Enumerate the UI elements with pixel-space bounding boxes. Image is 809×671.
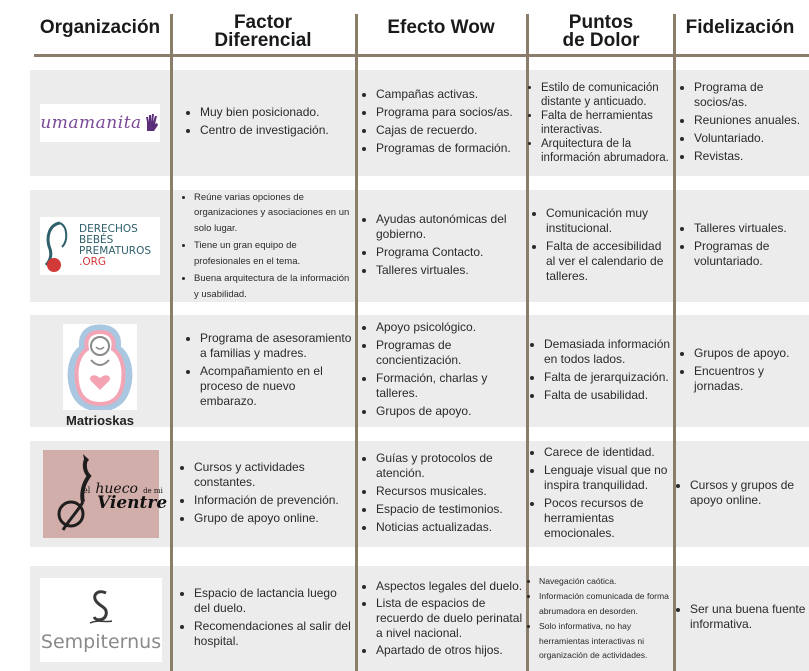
row3-factor — [184, 315, 352, 427]
list-item: • Grupos de apoyo. — [376, 404, 524, 419]
list-item: • Información de prevención. — [194, 493, 352, 508]
list-item: • Guías y protocolos de atención. — [376, 451, 524, 481]
list-item: • Navegación caótica. — [539, 574, 674, 589]
list-item: • Falta de accesibilidad al ver el calendario de talleres. — [546, 239, 674, 284]
s-swirl-icon — [86, 587, 116, 627]
list-item: • Programa para socios/as. — [376, 105, 524, 120]
header-factor-line2: Diferencial — [214, 30, 312, 51]
list-item: • Centro de investigación. — [200, 123, 352, 138]
row2-fid — [678, 190, 809, 302]
list-item: • Solo informativa, no hay herramientas interactivas ni organización de actividades. — [539, 619, 674, 663]
list-item: • Reúne varias opciones de organizaciones y asociaciones en un solo lugar. — [194, 190, 354, 237]
list-item: • Grupo de apoyo online. — [194, 511, 352, 526]
umamanita-wordmark: umamanita — [40, 113, 142, 133]
list-item: • Demasiada información en todos lados. — [544, 337, 674, 367]
list-item: • Cursos y grupos de apoyo online. — [690, 478, 809, 508]
list-item: • Recursos musicales. — [376, 484, 524, 499]
dbp-line1: DERECHOS — [79, 223, 138, 235]
sempiternus-wordmark: Sempiternus — [40, 631, 162, 653]
row1-factor — [184, 70, 352, 176]
umamanita-logo — [40, 104, 160, 142]
list-item: • Muy bien posicionado. — [200, 105, 352, 120]
row3-fid — [678, 315, 809, 427]
list-item: • Programa de socios/as. — [694, 80, 809, 110]
sempiternus-logo — [40, 578, 162, 662]
list-item: • Falta de usabilidad. — [544, 388, 674, 403]
hueco-de-mi: de mi — [143, 487, 163, 495]
row1-dolor — [528, 70, 674, 176]
header-divider — [34, 54, 809, 57]
column-divider-1 — [170, 14, 173, 671]
list-item: • Tiene un gran equipo de profesionales en el tema. — [194, 238, 354, 269]
list-item: • Estilo de comunicación distante y anticuado. — [541, 81, 674, 109]
list-item: • Reuniones anuales. — [694, 113, 809, 128]
row5-dolor — [528, 566, 674, 671]
hueco-word: hueco — [95, 481, 138, 497]
header-puntos-dolor — [529, 4, 673, 60]
list-item: • Recomendaciones al salir del hospital. — [194, 619, 356, 649]
list-item: • Encuentros y jornadas. — [694, 364, 809, 394]
row5-fid — [676, 566, 809, 671]
row2-dolor — [530, 190, 674, 302]
row3-dolor — [528, 315, 674, 427]
list-item: • Buena arquitectura de la información y usabilidad. — [194, 271, 354, 302]
header-factor-line1: Factor — [233, 12, 293, 33]
header-org-label: Organización — [39, 17, 161, 38]
list-item: • Lenguaje visual que no inspira tranquilidad. — [544, 463, 674, 493]
dbp-line3: PREMATUROS — [79, 245, 152, 257]
header-dolor-line1: Puntos — [568, 12, 634, 33]
list-item: • Programas de voluntariado. — [694, 239, 809, 269]
header-factor-diferencial — [174, 4, 352, 60]
list-item: • Campañas activas. — [376, 87, 524, 102]
list-item: • Apoyo psicológico. — [376, 320, 524, 335]
list-item: • Talleres virtuales. — [694, 221, 809, 236]
list-item: • Espacio de lactancia luego del duelo. — [194, 586, 356, 616]
dbp-line4: .ORG — [79, 256, 107, 268]
list-item: • Falta de herramientas interactivas. — [541, 109, 674, 137]
matrioskas-caption: Matrioskas — [66, 413, 134, 428]
row5-factor — [180, 566, 356, 671]
list-item: • Arquitectura de la información abrumadora. — [541, 137, 674, 165]
hand-icon — [144, 113, 160, 133]
hueco-vientre: Vientre — [97, 493, 168, 513]
row4-wow — [360, 441, 524, 547]
list-item: • Programas de concientización. — [376, 338, 524, 368]
list-item: • Falta de jerarquización. — [544, 370, 674, 385]
list-item: • Programa de asesoramiento a familias y madres. — [200, 331, 352, 361]
header-organizacion — [30, 0, 170, 56]
row4-fid — [676, 441, 809, 547]
row5-wow — [360, 566, 524, 671]
list-item: • Pocos recursos de herramientas emocionales. — [544, 496, 674, 541]
row2-factor — [180, 188, 354, 304]
list-item: • Cursos y actividades constantes. — [194, 460, 352, 490]
header-wow-label: Efecto Wow — [387, 17, 495, 38]
row1-fid — [678, 70, 809, 176]
list-item: • Programa Contacto. — [376, 245, 524, 260]
list-item: • Carece de identidad. — [544, 445, 674, 460]
row4-factor — [180, 441, 352, 547]
list-item: • Ayudas autonómicas del gobierno. — [376, 212, 524, 242]
list-item: • Ser una buena fuente informativa. — [690, 602, 809, 632]
dbp-line2: BEBÉS — [79, 234, 114, 246]
matrioska-doll-icon — [63, 324, 137, 410]
list-item: • Apartado de otros hijos. — [376, 643, 524, 658]
list-item: • Cajas de recuerdo. — [376, 123, 524, 138]
list-item: • Comunicación muy institucional. — [546, 206, 674, 236]
list-item: • Noticias actualizadas. — [376, 520, 524, 535]
list-item: • Aspectos legales del duelo. — [376, 579, 524, 594]
list-item: • Voluntariado. — [694, 131, 809, 146]
list-item: • Acompañamiento en el proceso de nuevo embarazo. — [200, 364, 352, 409]
matrioskas-logo — [63, 324, 137, 410]
header-dolor-line2: de Dolor — [562, 30, 640, 51]
list-item: • Programas de formación. — [376, 141, 524, 156]
list-item: • Revistas. — [694, 149, 809, 164]
list-item: • Información comunicada de forma abrumadora en desorden. — [539, 589, 674, 618]
list-item: • Espacio de testimonios. — [376, 502, 524, 517]
header-efecto-wow — [358, 0, 524, 56]
row4-dolor — [528, 441, 674, 547]
header-fidelizacion — [676, 0, 804, 56]
row1-wow — [360, 70, 524, 176]
hueco-vientre-logo — [43, 450, 168, 538]
header-fid-label: Fidelización — [685, 17, 795, 38]
row2-wow — [360, 190, 524, 302]
row3-wow — [360, 315, 524, 427]
list-item: • Talleres virtuales. — [376, 263, 524, 278]
list-item: • Grupos de apoyo. — [694, 346, 809, 361]
hueco-el: el — [83, 486, 91, 495]
list-item: • Formación, charlas y talleres. — [376, 371, 524, 401]
baby-profile-icon — [42, 219, 76, 273]
dbp-logo — [40, 217, 160, 275]
list-item: • Lista de espacios de recuerdo de duelo perinatal a nivel nacional. — [376, 596, 524, 641]
